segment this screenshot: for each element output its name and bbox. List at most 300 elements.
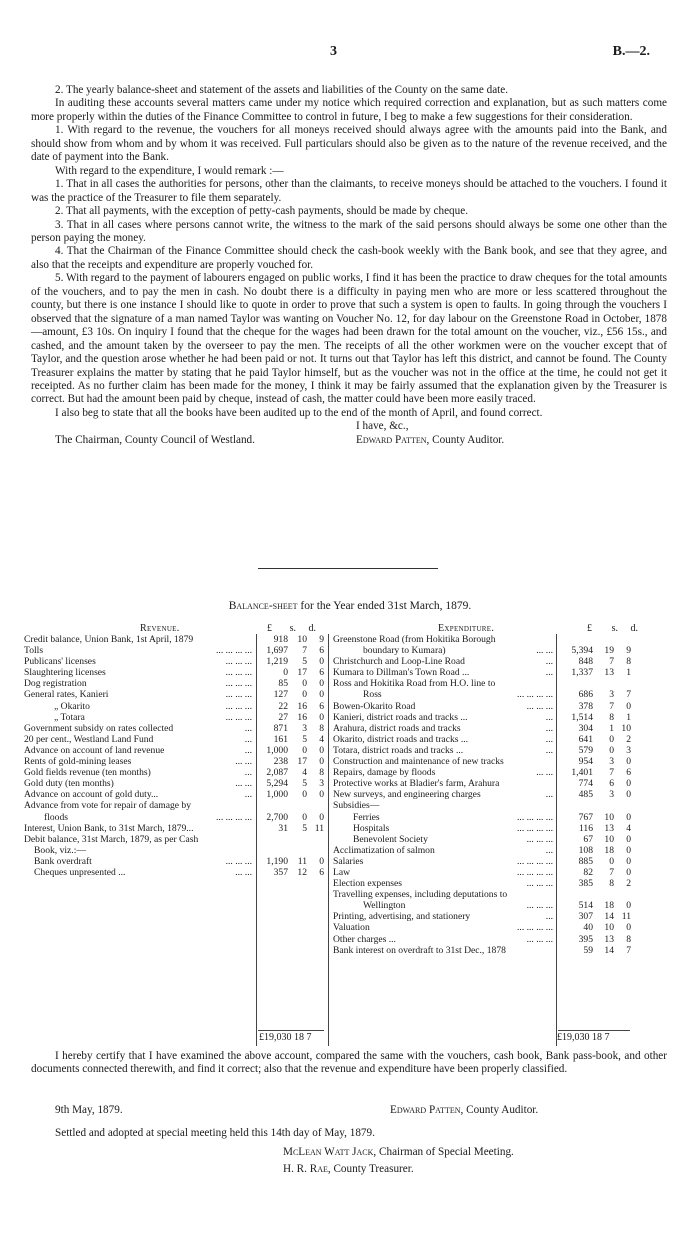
pounds-cell: 0 — [283, 667, 288, 679]
leader-dots: ... ... ... — [526, 700, 553, 712]
expenditure-heading: Expenditure. — [438, 623, 495, 634]
document-reference: B.—2. — [612, 44, 650, 59]
leader-dots: ... — [545, 744, 553, 756]
shillings-cell: 7 — [609, 866, 614, 878]
row-label: Election expenses — [333, 878, 402, 890]
signatory-name: Edward Patten — [356, 434, 427, 447]
pence-cell: 0 — [319, 678, 324, 690]
shillings-cell: 7 — [609, 767, 614, 779]
row-label: Rents of gold-mining leases — [24, 756, 132, 768]
shillings-cell: 10 — [604, 922, 614, 934]
row-label: Hospitals — [353, 822, 390, 834]
leader-dots: ... — [545, 656, 553, 668]
pounds-cell: 108 — [578, 844, 593, 856]
row-label: Ferries — [353, 811, 380, 823]
leader-dots: ... ... ... ... — [517, 689, 553, 701]
treasurer-name: H. R. Rae — [283, 1163, 328, 1175]
shillings-cell: 3 — [609, 789, 614, 801]
pence-cell: 11 — [314, 822, 324, 834]
pence-cell: 0 — [626, 789, 631, 801]
treasurer-title: , County Treasurer. — [327, 1163, 414, 1175]
shillings-cell: 8 — [609, 878, 614, 890]
shillings-cell: 17 — [297, 667, 307, 679]
shillings-cell: 14 — [604, 911, 614, 923]
paragraph: I also beg to state that all the books have been audited up to the end of the month of April, and found correct. — [55, 406, 543, 419]
shillings-cell: 5 — [302, 778, 307, 790]
pence-cell: 3 — [319, 778, 324, 790]
pence-cell: 8 — [319, 722, 324, 734]
pounds-cell: 385 — [578, 878, 593, 890]
row-label: Bowen-Okarito Road — [333, 700, 416, 712]
shillings-cell: 8 — [609, 711, 614, 723]
leader-dots: ... ... ... — [526, 833, 553, 845]
pounds-cell: 5,394 — [571, 645, 593, 657]
leader-dots: ... ... — [536, 645, 553, 657]
pounds-cell: 1,000 — [266, 789, 288, 801]
shillings-cell: 0 — [609, 744, 614, 756]
leader-dots: ... — [545, 722, 553, 734]
pounds-cell: 1,190 — [266, 855, 288, 867]
pence-cell: 0 — [319, 711, 324, 723]
shillings-cell: 18 — [604, 900, 614, 912]
row-label: Construction and maintenance of new tracks — [333, 756, 504, 768]
leader-dots: ... — [244, 767, 252, 779]
table-row — [24, 734, 324, 745]
table-row — [24, 800, 324, 811]
pounds-cell: 67 — [583, 833, 593, 845]
pence-cell: 2 — [626, 733, 631, 745]
pounds-cell: 59 — [583, 944, 593, 956]
table-row — [24, 656, 324, 667]
pounds-header: £ — [267, 623, 272, 634]
row-label: Gold fields revenue (ten months) — [24, 767, 151, 779]
table-row — [333, 945, 631, 956]
paragraph: 2. That all payments, with the exception of petty-cash payments, should be made by cheque. — [55, 205, 468, 218]
table-row — [24, 767, 324, 778]
shillings-header: s. — [611, 623, 618, 634]
row-label: Law — [333, 866, 351, 878]
shillings-cell: 0 — [302, 678, 307, 690]
shillings-cell: 3 — [609, 756, 614, 768]
pence-cell: 9 — [319, 634, 324, 645]
pence-cell: 8 — [319, 767, 324, 779]
revenue-total: £19,030 18 7 — [259, 1032, 312, 1043]
shillings-cell: 11 — [297, 855, 307, 867]
leader-dots: ... ... ... — [225, 855, 252, 867]
row-label: Advance from vote for repair of damage by — [24, 800, 192, 812]
leader-dots: ... — [545, 911, 553, 923]
table-row — [333, 834, 631, 845]
table-row — [24, 689, 324, 700]
table-row — [24, 823, 324, 834]
shillings-cell: 10 — [297, 634, 307, 645]
table-row — [24, 789, 324, 800]
leader-dots: ... ... ... — [225, 700, 252, 712]
pence-cell: 6 — [319, 700, 324, 712]
leader-dots: ... ... — [235, 756, 252, 768]
shillings-cell: 13 — [604, 667, 614, 679]
table-row — [333, 812, 631, 823]
revenue-total-rule — [258, 1030, 324, 1031]
table-row — [24, 867, 324, 878]
row-label: „ Totara — [54, 711, 85, 723]
shillings-cell: 12 — [297, 866, 307, 878]
pence-cell: 6 — [626, 767, 631, 779]
row-label: Valuation — [333, 922, 370, 934]
leader-dots: ... — [244, 789, 252, 801]
leader-dots: ... ... ... ... — [517, 866, 553, 878]
row-label: Credit balance, Union Bank, 1st April, 1879 — [24, 634, 194, 645]
pounds-cell: 2,087 — [266, 767, 288, 779]
shillings-cell: 0 — [302, 744, 307, 756]
leader-dots: ... — [244, 733, 252, 745]
row-label: Okarito, district roads and tracks ... — [333, 733, 469, 745]
table-row — [24, 834, 324, 845]
leader-dots: ... ... ... — [225, 678, 252, 690]
row-label: Subsidies— — [333, 800, 380, 812]
row-label: Government subsidy on rates collected — [24, 722, 174, 734]
pence-cell: 4 — [319, 733, 324, 745]
leader-dots: ... ... ... — [225, 667, 252, 679]
table-row — [24, 845, 324, 856]
leader-dots: ... ... ... — [225, 689, 252, 701]
pence-cell: 1 — [626, 667, 631, 679]
table-row — [333, 667, 631, 678]
table-row — [333, 778, 631, 789]
pounds-cell: 378 — [578, 700, 593, 712]
row-label: Acclimatization of salmon — [333, 844, 435, 856]
paragraph: With regard to the expenditure, I would remark :— — [55, 164, 284, 177]
settled-statement: Settled and adopted at special meeting held this 14th day of May, 1879. — [55, 1127, 375, 1139]
table-row — [24, 701, 324, 712]
page-number: 3 — [330, 44, 337, 59]
pence-cell: 3 — [626, 744, 631, 756]
signatory — [356, 434, 504, 447]
pounds-cell: 307 — [578, 911, 593, 923]
row-label: floods — [44, 811, 68, 823]
table-row — [333, 823, 631, 834]
paragraph: 1. With regard to the revenue, the vouchers for all moneys received should always agree with the amounts paid into the Bank, and should show from whom and by whom it was received. Full particulars should also be given as to the nature of the revenue received, and the date of payment into the Bank. — [31, 124, 667, 164]
table-row — [24, 645, 324, 656]
expenditure-table — [333, 634, 631, 956]
center-rule — [328, 634, 329, 1046]
row-label: Totara, district roads and tracks ... — [333, 744, 464, 756]
row-label: New surveys, and engineering charges — [333, 789, 481, 801]
pence-cell: 0 — [319, 744, 324, 756]
row-label: Kumara to Dillman's Town Road ... — [333, 667, 470, 679]
shillings-cell: 7 — [609, 656, 614, 668]
pounds-cell: 848 — [578, 656, 593, 668]
pence-cell: 0 — [319, 855, 324, 867]
pence-cell: 0 — [319, 756, 324, 768]
audit-report-body — [31, 84, 667, 448]
shillings-cell: 16 — [297, 700, 307, 712]
row-label: Slaughtering licenses — [24, 667, 106, 679]
table-row — [24, 678, 324, 689]
leader-dots: ... — [244, 722, 252, 734]
shillings-cell: 13 — [604, 933, 614, 945]
certificate-text: I hereby certify that I have examined the above account, compared the same with the vouchers, cash book, Bank pass-book, and other documents connected therewith, and find it correct; also that the revenue and expenditure have been properly classified. — [31, 1050, 667, 1076]
pence-cell: 11 — [621, 911, 631, 923]
table-row — [24, 723, 324, 734]
pence-cell: 7 — [626, 944, 631, 956]
pence-cell: 0 — [319, 789, 324, 801]
table-row — [24, 745, 324, 756]
certificate-date: 9th May, 1879. — [55, 1104, 123, 1116]
shillings-header: s. — [289, 623, 296, 634]
shillings-cell: 1 — [609, 722, 614, 734]
shillings-cell: 10 — [604, 811, 614, 823]
pence-cell: 10 — [621, 722, 631, 734]
row-label: Dog registration — [24, 678, 87, 690]
paragraph: 2. The yearly balance-sheet and statement of the assets and liabilities of the County on the same date. — [55, 84, 509, 96]
row-label: 20 per cent., Westland Land Fund — [24, 733, 154, 745]
pence-cell: 6 — [319, 645, 324, 657]
closing-row — [31, 420, 667, 434]
leader-dots: ... — [545, 844, 553, 856]
signature-row — [31, 434, 667, 448]
row-label: Other charges ... — [333, 933, 396, 945]
table-row — [333, 867, 631, 878]
pounds-cell: 116 — [578, 822, 593, 834]
pounds-cell: 1,514 — [571, 711, 593, 723]
treasurer-signature — [283, 1163, 414, 1175]
pounds-cell: 27 — [278, 711, 288, 723]
closing-text: I have, &c., — [356, 420, 409, 433]
row-label: „ Okarito — [54, 700, 90, 712]
shillings-cell: 0 — [302, 689, 307, 701]
leader-dots: ... ... ... — [225, 711, 252, 723]
pounds-cell: 127 — [273, 689, 288, 701]
section-divider — [258, 568, 438, 569]
pounds-cell: 1,401 — [571, 767, 593, 779]
pence-header: d. — [308, 623, 316, 634]
leader-dots: ... — [545, 789, 553, 801]
pounds-cell: 82 — [583, 866, 593, 878]
row-label: Benevolent Society — [353, 833, 428, 845]
shillings-cell: 6 — [609, 778, 614, 790]
shillings-cell: 18 — [604, 844, 614, 856]
row-label: boundary to Kumara) — [363, 645, 446, 657]
pence-cell: 0 — [319, 689, 324, 701]
row-label: Ross and Hokitika Road from H.O. line to — [333, 678, 496, 690]
pounds-cell: 774 — [578, 778, 593, 790]
row-label: Cheques unpresented ... — [34, 866, 126, 878]
pence-cell: 6 — [319, 667, 324, 679]
pence-header: d. — [630, 623, 638, 634]
pounds-cell: 918 — [273, 634, 288, 645]
pounds-cell: 1,000 — [266, 744, 288, 756]
leader-dots: ... ... ... — [526, 900, 553, 912]
table-row — [24, 712, 324, 723]
shillings-cell: 5 — [302, 733, 307, 745]
pence-cell: 0 — [626, 900, 631, 912]
shillings-cell: 17 — [297, 756, 307, 768]
pence-cell: 6 — [319, 866, 324, 878]
pence-cell: 0 — [626, 866, 631, 878]
leader-dots: ... ... ... ... — [517, 811, 553, 823]
revenue-heading: Revenue. — [140, 623, 180, 634]
chairman-title: , Chairman of Special Meeting. — [373, 1146, 514, 1158]
pounds-cell: 31 — [278, 822, 288, 834]
revenue-table — [24, 634, 324, 878]
leader-dots: ... ... ... — [526, 878, 553, 890]
row-label: Ross — [363, 689, 382, 701]
row-label: Arahura, district roads and tracks — [333, 722, 461, 734]
table-row — [333, 723, 631, 734]
leader-dots: ... ... ... ... — [216, 645, 252, 657]
row-label: Repairs, damage by floods — [333, 767, 436, 779]
pence-cell: 0 — [626, 855, 631, 867]
table-row — [333, 911, 631, 922]
row-label: Gold duty (ten months) — [24, 778, 114, 790]
table-row — [333, 645, 631, 656]
row-label: Bank overdraft — [34, 855, 92, 867]
pence-cell: 4 — [626, 822, 631, 834]
table-row — [24, 778, 324, 789]
table-row — [333, 712, 631, 723]
paragraph: 5. With regard to the payment of labourers engaged on public works, I find it has been the practice to draw cheques for the total amounts of the vouchers, and to pay the men in cash. No doubt there is a difficulty in paying men who are more or less scattered throughout the county, but there is one instance I should like to quote in order to prove that such a system is open to faults. In going through the vouchers I observed that the signature of a man named Taylor was wanting on Voucher No. 12, for day labour on the Greenstone Road in October, 1878—amount, £3 10s. On inquiry I found that the cheque for the wages had been drawn for the total amount on the voucher, viz., £56 15s., and cashed, and the amount taken by the overseer to pay the men. The receipts of all the other workmen were on the voucher except that of Taylor, and the question arose whether he had been paid or not. It turns out that Taylor has left this district, and cannot be found. The County Treasurer explains the matter by stating that he paid Taylor himself, but as the voucher was not in the office at the time, he could not get it receipted. As no further claim has been made for the money, I think it may be fairly assumed that the explanation given by the Treasurer is correct. But had the amount been paid by cheque, instead of cash, the matter could have been more easily traced. — [31, 272, 667, 406]
leader-dots: ... ... ... ... — [517, 855, 553, 867]
leader-dots: ... ... ... ... — [517, 922, 553, 934]
table-row — [333, 756, 631, 767]
shillings-cell: 0 — [609, 855, 614, 867]
table-row — [24, 634, 324, 645]
pounds-cell: 85 — [278, 678, 288, 690]
row-label: Bank interest on overdraft to 31st Dec., 1878 — [333, 944, 506, 956]
balance-sheet-title — [0, 600, 700, 612]
table-row — [333, 656, 631, 667]
auditor-name: Edward Patten — [390, 1104, 461, 1116]
leader-dots: ... ... ... ... — [517, 822, 553, 834]
table-row — [24, 667, 324, 678]
shillings-cell: 5 — [302, 822, 307, 834]
pounds-header: £ — [587, 623, 592, 634]
table-row — [333, 678, 631, 689]
paragraph: 3. That in all cases where persons cannot write, the witness to the mark of the said persons should always be some one other than the person paying the money. — [31, 218, 667, 244]
row-label: Interest, Union Bank, to 31st March, 1879... — [24, 822, 194, 834]
shillings-cell: 7 — [302, 645, 307, 657]
leader-dots: ... — [545, 733, 553, 745]
row-label: Debit balance, 31st March, 1879, as per Cash — [24, 833, 199, 845]
pence-cell: 0 — [626, 778, 631, 790]
leader-dots: ... ... — [536, 767, 553, 779]
pence-cell: 7 — [626, 689, 631, 701]
pounds-cell: 954 — [578, 756, 593, 768]
row-label: Travelling expenses, including deputations to — [333, 889, 508, 901]
shillings-cell: 0 — [609, 733, 614, 745]
pence-cell: 8 — [626, 933, 631, 945]
pounds-cell: 1,219 — [266, 656, 288, 668]
table-row — [333, 845, 631, 856]
pounds-cell: 1,697 — [266, 645, 288, 657]
pence-cell: 0 — [626, 844, 631, 856]
pence-cell: 0 — [626, 811, 631, 823]
pounds-cell: 395 — [578, 933, 593, 945]
row-label: Tolls — [24, 645, 44, 657]
pence-cell: 0 — [626, 700, 631, 712]
shillings-cell: 13 — [604, 822, 614, 834]
pounds-cell: 161 — [273, 733, 288, 745]
signatory-title: , County Auditor. — [426, 434, 505, 447]
shillings-cell: 0 — [302, 811, 307, 823]
pounds-cell: 767 — [578, 811, 593, 823]
pence-cell: 0 — [626, 922, 631, 934]
shillings-cell: 16 — [297, 711, 307, 723]
shillings-cell: 3 — [302, 722, 307, 734]
table-row — [333, 889, 631, 900]
table-row — [333, 878, 631, 889]
leader-dots: ... ... ... — [225, 656, 252, 668]
pounds-cell: 686 — [578, 689, 593, 701]
shillings-cell: 5 — [302, 656, 307, 668]
leader-dots: ... — [545, 667, 553, 679]
table-row — [333, 634, 631, 645]
shillings-cell: 14 — [604, 944, 614, 956]
pence-cell: 0 — [626, 833, 631, 845]
shillings-cell: 3 — [609, 689, 614, 701]
pounds-cell: 1,337 — [571, 667, 593, 679]
addressee: The Chairman, County Council of Westland. — [55, 434, 255, 447]
paragraph: 4. That the Chairman of the Finance Committee should check the cash-book weekly with the Bank book, and see that they agree, and also that the receipts and expenditure are properly vouched for. — [31, 245, 667, 271]
chairman-name: McLean Watt Jack — [283, 1146, 374, 1158]
leader-dots: ... ... ... — [526, 933, 553, 945]
table-row — [333, 745, 631, 756]
table-row — [24, 756, 324, 767]
paragraph: 1. That in all cases the authorities for persons, other than the claimants, to receive moneys should be attached to the vouchers. I found it was the practice of the Treasurer to file them separately. — [31, 178, 667, 204]
table-row — [333, 767, 631, 778]
row-label: Kanieri, district roads and tracks ... — [333, 711, 468, 723]
row-label: Protective works at Bladier's farm, Arahura — [333, 778, 500, 790]
table-row — [333, 900, 631, 911]
pounds-cell: 40 — [583, 922, 593, 934]
table-row — [333, 789, 631, 800]
pounds-cell: 304 — [578, 722, 593, 734]
shillings-cell: 7 — [609, 700, 614, 712]
auditor-title: , County Auditor. — [460, 1104, 539, 1116]
pence-cell: 0 — [626, 756, 631, 768]
table-row — [333, 800, 631, 811]
row-label: Advance on account of land revenue — [24, 744, 165, 756]
pounds-cell: 871 — [273, 722, 288, 734]
shillings-cell: 4 — [302, 767, 307, 779]
row-label: Book, viz.:— — [34, 844, 86, 856]
pounds-cell: 2,700 — [266, 811, 288, 823]
expenditure-total-rule — [558, 1030, 630, 1031]
table-row — [24, 856, 324, 867]
row-label: Salaries — [333, 855, 364, 867]
leader-dots: ... — [244, 744, 252, 756]
pounds-cell: 579 — [578, 744, 593, 756]
auditor-signature — [390, 1104, 538, 1116]
balance-sheet-title-caps: Balance-sheet — [228, 600, 298, 612]
pence-cell: 0 — [319, 811, 324, 823]
table-row — [24, 812, 324, 823]
row-label: Advance on account of gold duty... — [24, 789, 159, 801]
row-label: Christchurch and Loop-Line Road — [333, 656, 465, 668]
paragraph: In auditing these accounts several matters came under my notice which required correction and explanation, but as such matters come more properly within the duties of the Finance Committee to control in future, I beg to make a few suggestions for their consideration. — [31, 97, 667, 123]
pounds-cell: 885 — [578, 855, 593, 867]
pence-cell: 1 — [626, 711, 631, 723]
row-label: Wellington — [363, 900, 406, 912]
shillings-cell: 0 — [302, 789, 307, 801]
row-label: Greenstone Road (from Hokitika Borough — [333, 634, 496, 645]
row-label: Publicans' licenses — [24, 656, 96, 668]
expenditure-total: £19,030 18 7 — [557, 1032, 610, 1043]
table-row — [333, 734, 631, 745]
leader-dots: ... ... — [235, 778, 252, 790]
table-row — [333, 689, 631, 700]
